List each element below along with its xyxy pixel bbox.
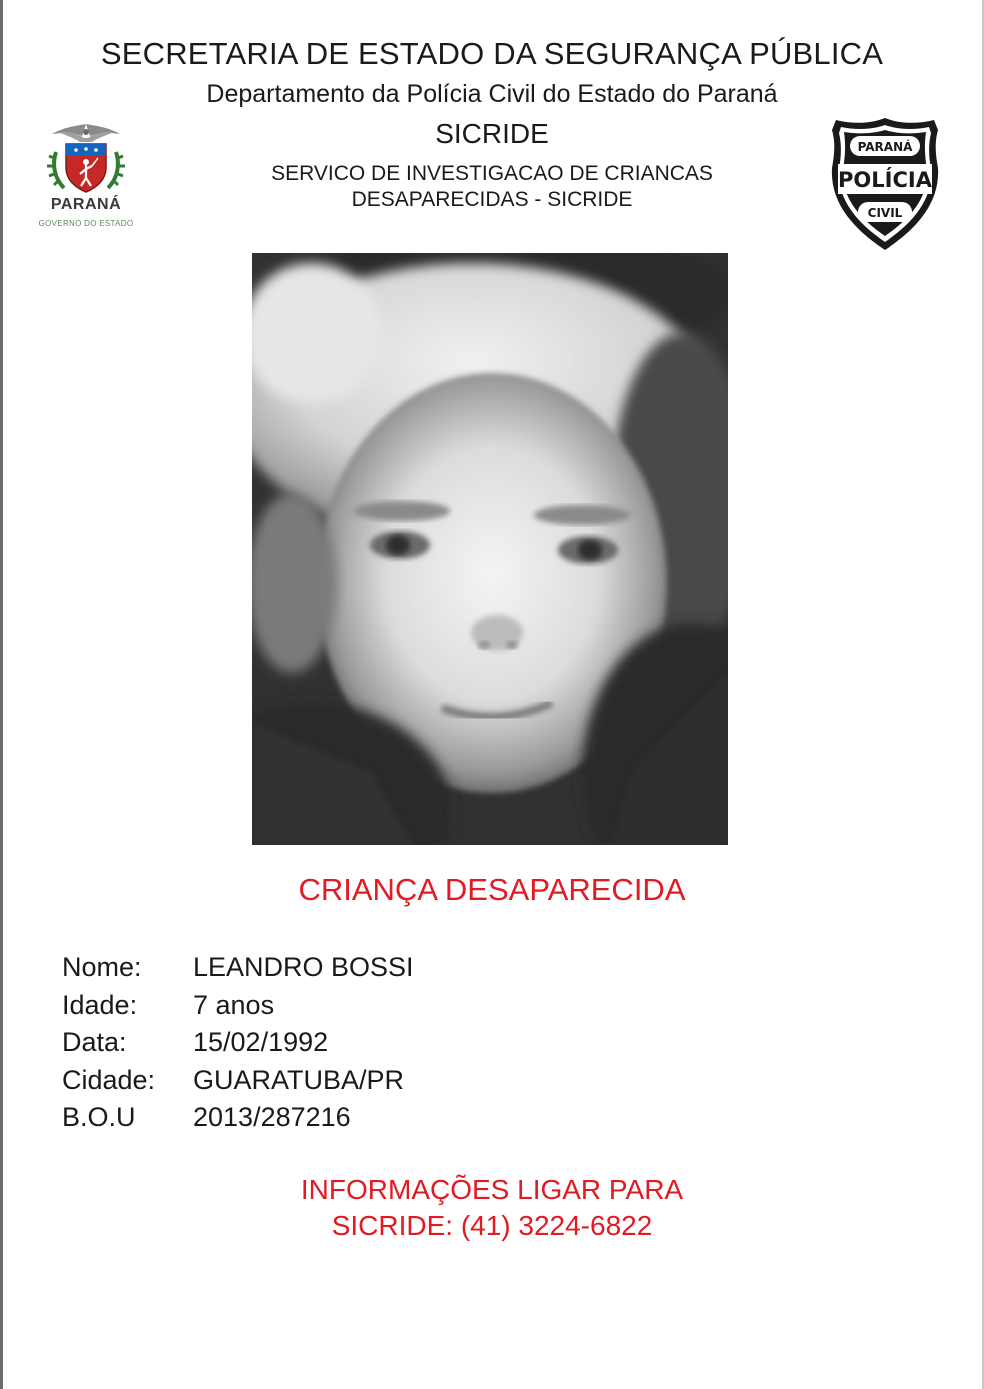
- header-department: Departamento da Polícia Civil do Estado do Paraná: [206, 80, 778, 108]
- detail-row-name: [62, 950, 762, 988]
- detail-label: B.O.U: [62, 1102, 136, 1132]
- badge-middle-text: POLÍCIA: [838, 168, 932, 192]
- header-service-line-2: DESAPARECIDAS - SICRIDE: [351, 188, 633, 211]
- detail-label: Idade:: [62, 989, 138, 1020]
- contact-phone: SICRIDE: (41) 3224-6822: [331, 1210, 653, 1241]
- contact-info: [0, 1172, 984, 1244]
- detail-value: 15/02/1992: [193, 1027, 329, 1057]
- header-title: SECRETARIA DE ESTADO DA SEGURANÇA PÚBLICA: [100, 36, 884, 71]
- badge-bottom-text: CIVIL: [867, 206, 903, 220]
- detail-row-city: [62, 1063, 762, 1101]
- header-unit: SICRIDE: [435, 118, 549, 149]
- portrait-image: [252, 253, 728, 845]
- detail-value: GUARATUBA/PR: [193, 1064, 405, 1095]
- badge-top-text: PARANÁ: [857, 140, 913, 154]
- detail-label: Data:: [62, 1027, 127, 1057]
- detail-label: Cidade:: [62, 1064, 156, 1095]
- parana-logo-subtext: GOVERNO DO ESTADO: [38, 219, 134, 228]
- detail-value: 7 anos: [193, 989, 275, 1020]
- detail-row-bou: [62, 1100, 762, 1138]
- parana-logo-text: PARANÁ: [50, 196, 122, 213]
- parana-state-coat-of-arms-icon: [34, 122, 138, 198]
- detail-label: Nome:: [62, 952, 142, 982]
- detail-value: 2013/287216: [193, 1102, 351, 1132]
- detail-value: LEANDRO BOSSI: [193, 952, 414, 982]
- header-service-line-1: SERVICO DE INVESTIGACAO DE CRIANCAS: [271, 162, 713, 185]
- details-list: [62, 950, 762, 1138]
- detail-row-age: [62, 988, 762, 1026]
- child-portrait-photo: [252, 253, 728, 845]
- contact-line-1: INFORMAÇÕES LIGAR PARA: [300, 1174, 684, 1205]
- detail-row-date: [62, 1025, 762, 1063]
- missing-child-title: CRIANÇA DESAPARECIDA: [298, 872, 686, 907]
- policia-civil-badge-icon: [830, 116, 940, 252]
- parana-government-logo: [34, 122, 138, 234]
